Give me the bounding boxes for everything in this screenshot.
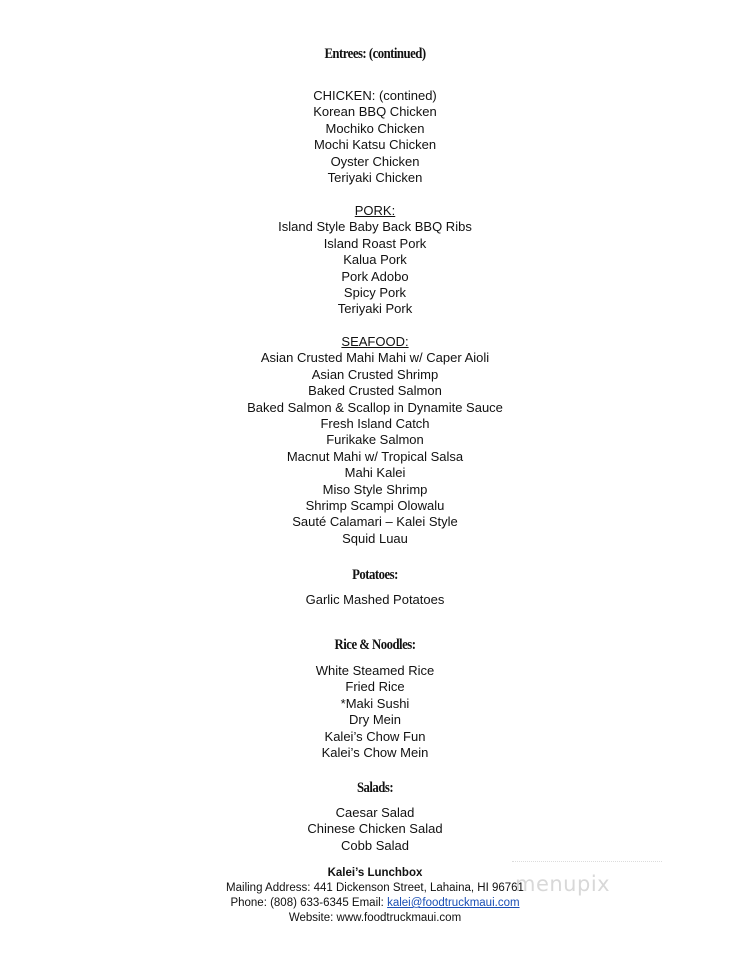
menu-item: Mochi Katsu Chicken: [313, 137, 437, 153]
menupix-watermark: menupix: [515, 872, 611, 896]
footer-brand: Kalei’s Lunchbox: [327, 867, 423, 879]
menu-item: Shrimp Scampi Olowalu: [305, 497, 445, 513]
seafood-section: [0, 334, 750, 547]
menu-item: Island Style Baby Back BBQ Ribs: [278, 219, 472, 235]
menu-item: Asian Crusted Shrimp: [311, 366, 439, 382]
pork-section: [0, 203, 750, 318]
menu-item: Island Roast Pork: [323, 235, 427, 251]
chicken-section: [0, 88, 750, 186]
menu-item: Teriyaki Pork: [337, 301, 413, 317]
footer-website: Website: www.foodtruckmaui.com: [288, 912, 462, 924]
menu-item: Mahi Kalei: [344, 465, 406, 481]
menu-item: Fried Rice: [345, 679, 405, 695]
menu-item: Korean BBQ Chicken: [313, 104, 437, 120]
pork-label: PORK:: [354, 203, 396, 218]
seafood-label: SEAFOOD:: [341, 334, 409, 349]
rice-noodles-section: [0, 635, 750, 655]
menu-item: Mochiko Chicken: [325, 120, 425, 136]
entrees-section: [0, 44, 750, 64]
salads-list: [0, 805, 750, 854]
menu-item: *Maki Sushi: [340, 695, 410, 711]
menu-item: Kalei’s Chow Mein: [321, 744, 429, 760]
potatoes-section: [0, 565, 750, 585]
footer-contact: [0, 896, 750, 911]
menu-item: Chinese Chicken Salad: [307, 821, 443, 837]
menu-item: Fresh Island Catch: [320, 415, 430, 431]
footer-phone: Phone: (808) 633-6345 Email:: [230, 897, 388, 909]
menu-item: White Steamed Rice: [315, 663, 435, 678]
potatoes-title: Potatoes:: [352, 567, 398, 583]
menu-item: Kalua Pork: [343, 252, 407, 268]
menu-item: Squid Luau: [342, 530, 408, 546]
menu-item: Macnut Mahi w/ Tropical Salsa: [286, 448, 464, 464]
menu-item: Dry Mein: [348, 712, 401, 728]
footer: [0, 866, 750, 926]
footer-mailing-address: Mailing Address: 441 Dickenson Street, Lahaina, HI 96761: [226, 882, 524, 894]
menu-item: Miso Style Shrimp: [322, 481, 428, 497]
menu-item: Teriyaki Chicken: [327, 169, 423, 185]
menu-item: Furikake Salmon: [326, 432, 424, 448]
rice-noodles-list: [0, 663, 750, 761]
menu-item: Caesar Salad: [335, 805, 415, 820]
email-link[interactable]: kalei@foodtruckmaui.com: [387, 897, 520, 909]
menu-item: Asian Crusted Mahi Mahi w/ Caper Aioli: [260, 350, 490, 366]
menu-item: Cobb Salad: [341, 837, 409, 853]
menu-item: Baked Salmon & Scallop in Dynamite Sauce: [247, 399, 503, 415]
menu-item: Spicy Pork: [343, 284, 407, 300]
chicken-label: CHICKEN: (contined): [313, 88, 437, 103]
salads-section: [0, 778, 750, 798]
menu-item: Oyster Chicken: [330, 153, 420, 169]
menu-item: Sauté Calamari – Kalei Style: [292, 514, 458, 530]
menu-item: Kalei’s Chow Fun: [324, 728, 426, 744]
menu-item: Garlic Mashed Potatoes: [305, 592, 445, 607]
menu-item: Baked Crusted Salmon: [308, 383, 442, 399]
menu-item: Pork Adobo: [341, 268, 409, 284]
potatoes-list: [0, 592, 750, 608]
salads-title: Salads:: [356, 780, 394, 796]
rice-noodles-title: Rice & Noodles:: [334, 637, 416, 653]
watermark-divider: [512, 861, 662, 863]
section-title: Entrees: (continued): [324, 46, 426, 62]
